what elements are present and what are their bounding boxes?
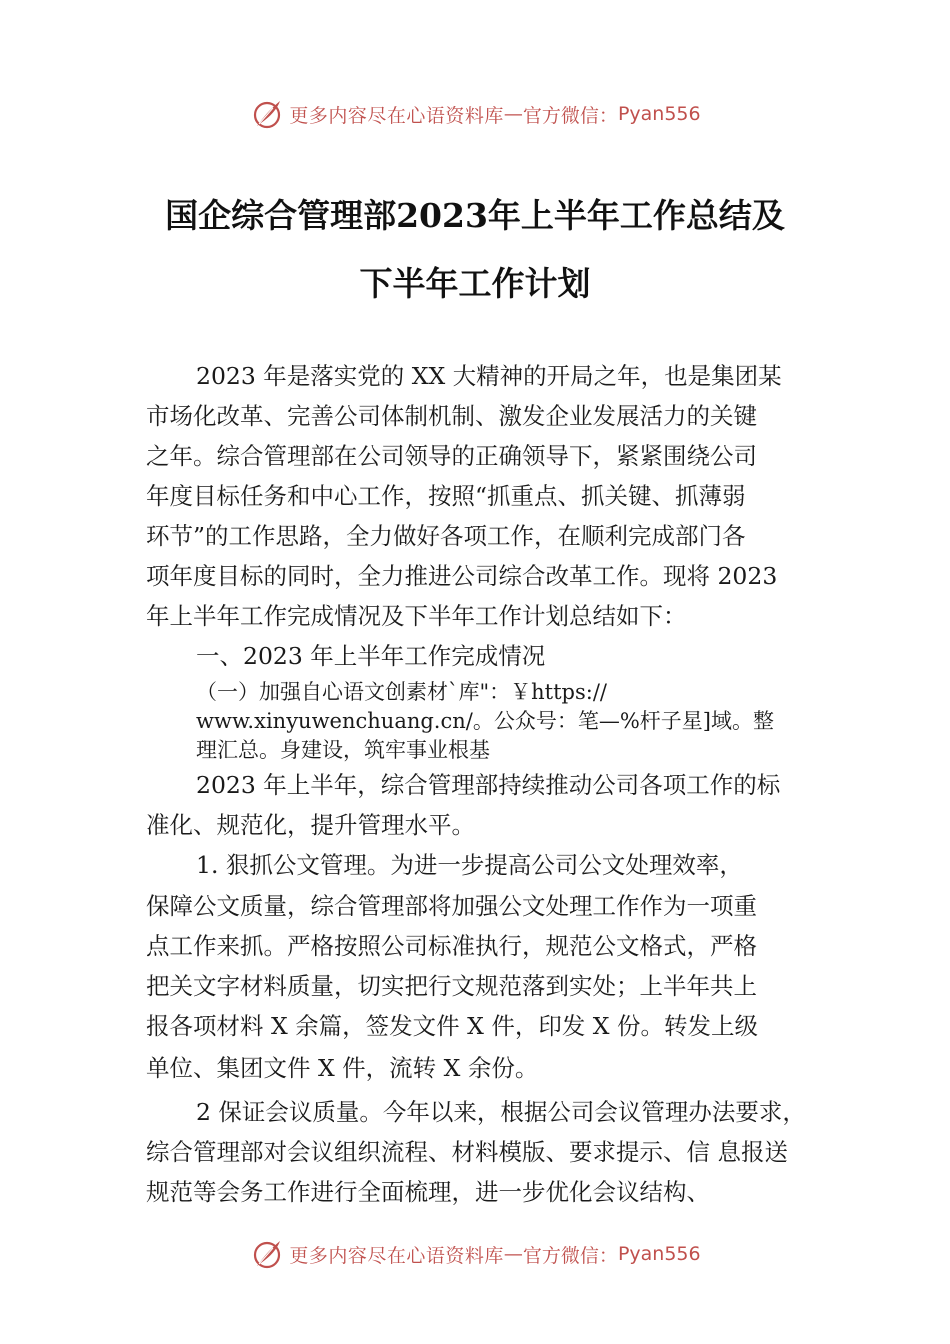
body-line: 市场化改革、完善公司体制机制、激发企业发展活力的关键 bbox=[146, 402, 757, 430]
banner-wechat-label: 官方微信： bbox=[522, 104, 618, 127]
banner-text: 更多内容尽在心语资料库 bbox=[289, 104, 504, 127]
section-heading: 一、2023 年上半年工作完成情况 bbox=[196, 642, 546, 670]
list-item-2: 2 保证会议质量。今年以来，根据公司会议管理办法要求， bbox=[196, 1098, 806, 1126]
body-line: 准化、规范化，提升管理水平。 bbox=[146, 811, 475, 839]
banner-wechat-id: Pyan556 bbox=[617, 103, 701, 125]
subsection-heading-cont: www.xinyuwenchuang.cn/。公众号：笔—%杆子星]域。整 bbox=[196, 709, 774, 733]
banner-separator: — bbox=[503, 103, 523, 125]
body-line: 单位、集团文件 X 件，流转 X 余份。 bbox=[146, 1054, 539, 1082]
banner-text: 更多内容尽在心语资料库 bbox=[289, 1244, 504, 1267]
body-line: 保障公文质量，综合管理部将加强公文处理工作作为一项重 bbox=[146, 892, 757, 920]
body-line: 之年。综合管理部在公司领导的正确领导下，紧紧围绕公司 bbox=[146, 442, 757, 470]
list-item-1: 1. 狠抓公文管理。为进一步提高公司公文处理效率， bbox=[196, 851, 743, 879]
body-line: 报各项材料 X 余篇，签发文件 X 件，印发 X 份。转发上级 bbox=[146, 1012, 759, 1040]
feather-pen-logo-icon bbox=[249, 96, 285, 132]
body-line: 项年度目标的同时，全力推进公司综合改革工作。现将 2023 bbox=[146, 562, 778, 590]
banner-wechat-id: Pyan556 bbox=[617, 1243, 701, 1265]
body-line: 年上半年工作完成情况及下半年工作计划总结如下： bbox=[146, 602, 687, 630]
body-line: 2023 年是落实党的 XX 大精神的开局之年，也是集团某 bbox=[196, 362, 782, 390]
body-line: 环节”的工作思路，全力做好各项工作，在顺利完成部门各 bbox=[146, 522, 746, 550]
banner-separator: — bbox=[503, 1243, 523, 1265]
header-banner bbox=[0, 94, 950, 134]
banner-wechat-label: 官方微信： bbox=[522, 1244, 618, 1267]
body-line: 把关文字材料质量，切实把行文规范落到实处；上半年共上 bbox=[146, 972, 757, 1000]
subsection-heading-cont: 理汇总。身建设，筑牢事业根基 bbox=[196, 738, 490, 762]
footer-banner bbox=[0, 1234, 950, 1274]
body-line: 规范等会务工作进行全面梳理，进一步优化会议结构、 bbox=[146, 1178, 710, 1206]
subsection-heading: （一）加强自心语文创素材`库"：￥https:// bbox=[196, 680, 608, 704]
feather-pen-logo-icon bbox=[249, 1236, 285, 1272]
document-title-line-2: 下半年工作计划 bbox=[359, 264, 591, 303]
body-line: 2023 年上半年，综合管理部持续推动公司各项工作的标 bbox=[196, 771, 781, 799]
body-line: 年度目标任务和中心工作，按照“抓重点、抓关键、抓薄弱 bbox=[146, 482, 746, 510]
body-line: 点工作来抓。严格按照公司标准执行，规范公文格式，严格 bbox=[146, 932, 757, 960]
body-line: 综合管理部对会议组织流程、材料模版、要求提示、信 息报送 bbox=[146, 1138, 788, 1166]
document-title-line-1: 国企综合管理部2023年上半年工作总结及 bbox=[165, 196, 785, 235]
